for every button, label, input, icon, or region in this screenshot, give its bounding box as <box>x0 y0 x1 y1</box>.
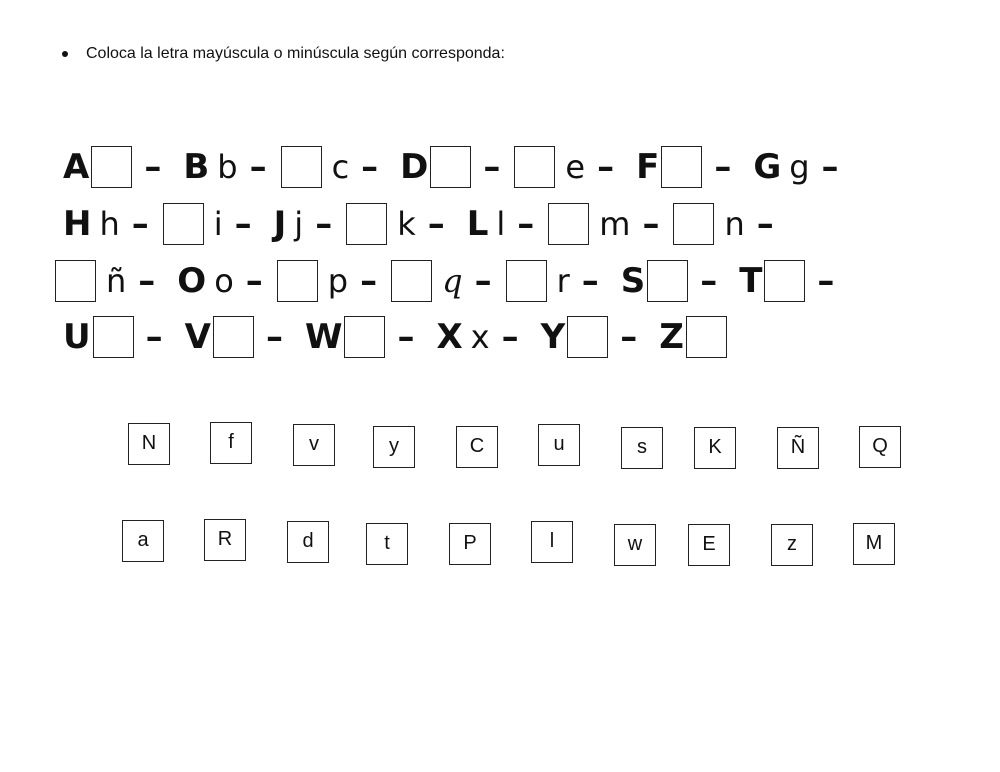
uppercase-letter: S <box>620 261 646 301</box>
letter-pair <box>504 260 570 302</box>
letter-pair <box>531 316 609 358</box>
letter-tile[interactable]: t <box>366 523 408 565</box>
alphabet-row-4 <box>55 313 727 361</box>
letter-tile[interactable]: u <box>538 424 580 466</box>
uppercase-letter: B <box>183 147 210 187</box>
letter-pair <box>512 146 585 188</box>
letter-pair <box>55 204 120 244</box>
lowercase-drop-box[interactable] <box>93 316 134 358</box>
lowercase-letter: ñ <box>106 262 127 300</box>
lowercase-drop-box[interactable] <box>567 316 608 358</box>
alphabet-row-2 <box>55 200 786 248</box>
letter-tile[interactable]: y <box>373 426 415 468</box>
letter-tile[interactable]: f <box>210 422 252 464</box>
uppercase-letter: U <box>63 317 91 357</box>
letter-pair <box>743 147 809 187</box>
dash-separator: – <box>817 261 835 301</box>
letter-tile[interactable]: R <box>204 519 246 561</box>
uppercase-drop-box[interactable] <box>346 203 387 245</box>
uppercase-letter: V <box>184 317 211 357</box>
dash-separator: – <box>756 204 774 244</box>
uppercase-letter: L <box>466 204 489 244</box>
letter-pair <box>344 203 416 245</box>
dash-separator: – <box>131 204 149 244</box>
lowercase-drop-box[interactable] <box>686 316 727 358</box>
lowercase-letter: i <box>213 205 223 243</box>
lowercase-letter: p <box>327 262 349 300</box>
letter-tile[interactable]: Ñ <box>777 427 819 469</box>
lowercase-letter: l <box>496 205 506 243</box>
dash-separator: – <box>144 147 162 187</box>
uppercase-letter: J <box>273 204 287 244</box>
letter-pair <box>611 260 689 302</box>
lowercase-letter: n <box>724 205 745 243</box>
lowercase-letter: b <box>217 148 238 186</box>
letter-tile[interactable]: M <box>853 523 895 565</box>
uppercase-letter: F <box>636 147 660 187</box>
dash-separator: – <box>597 147 615 187</box>
lowercase-drop-box[interactable] <box>661 146 702 188</box>
letter-pair <box>426 317 489 357</box>
letter-pair <box>295 316 386 358</box>
letter-pair <box>55 316 134 358</box>
letter-pair <box>649 316 727 358</box>
dash-separator: – <box>265 317 283 357</box>
instruction-text: Coloca la letra mayúscula o minúscula según corresponda: <box>86 45 505 62</box>
letter-pair <box>389 260 462 302</box>
lowercase-drop-box[interactable] <box>91 146 132 188</box>
uppercase-drop-box[interactable] <box>514 146 555 188</box>
lowercase-letter: g <box>789 148 810 186</box>
letter-tile[interactable]: N <box>128 423 170 465</box>
letter-tile[interactable]: v <box>293 424 335 466</box>
dash-separator: – <box>714 147 732 187</box>
letter-pair <box>175 316 254 358</box>
uppercase-letter: W <box>304 317 343 357</box>
lowercase-letter: c <box>331 148 350 186</box>
letter-tile[interactable]: d <box>287 521 329 563</box>
letter-pair <box>55 260 126 302</box>
dash-separator: – <box>581 261 599 301</box>
letter-tile[interactable]: Q <box>859 426 901 468</box>
dash-separator: – <box>145 317 163 357</box>
dash-separator: – <box>474 261 492 301</box>
letter-pair <box>173 147 237 187</box>
letter-tile[interactable]: l <box>531 521 573 563</box>
bullet-icon <box>62 51 68 57</box>
dash-separator: – <box>427 204 445 244</box>
lowercase-letter: h <box>99 205 120 243</box>
lowercase-drop-box[interactable] <box>430 146 471 188</box>
dash-separator: – <box>642 204 660 244</box>
letter-tile[interactable]: a <box>122 520 164 562</box>
dash-separator: – <box>821 147 839 187</box>
lowercase-letter: o <box>214 262 234 300</box>
uppercase-drop-box[interactable] <box>673 203 714 245</box>
letter-tile[interactable]: P <box>449 523 491 565</box>
letter-pair <box>729 260 805 302</box>
dash-separator: – <box>501 317 519 357</box>
letter-pair <box>55 146 132 188</box>
letter-pair <box>457 204 506 244</box>
dash-separator: – <box>361 147 379 187</box>
uppercase-drop-box[interactable] <box>277 260 318 302</box>
letter-tile[interactable]: E <box>688 524 730 566</box>
dash-separator: – <box>234 204 252 244</box>
letter-pair <box>279 146 350 188</box>
dash-separator: – <box>620 317 638 357</box>
letter-tile[interactable]: z <box>771 524 813 566</box>
uppercase-drop-box[interactable] <box>163 203 204 245</box>
lowercase-letter: j <box>294 205 304 243</box>
uppercase-letter: O <box>177 261 207 301</box>
letter-pair <box>161 203 223 245</box>
alphabet-row-1 <box>55 143 851 191</box>
lowercase-letter: k <box>397 205 416 243</box>
dash-separator: – <box>397 317 415 357</box>
letter-tile[interactable]: C <box>456 426 498 468</box>
dash-separator: – <box>249 147 267 187</box>
letter-tile[interactable]: K <box>694 427 736 469</box>
uppercase-letter: T <box>739 261 763 301</box>
lowercase-letter: x <box>470 318 490 356</box>
lowercase-letter: q <box>442 262 463 300</box>
alphabet-row-3 <box>55 257 846 305</box>
lowercase-letter: m <box>599 205 631 243</box>
uppercase-letter: Z <box>659 317 684 357</box>
lowercase-letter: r <box>556 262 570 300</box>
dash-separator: – <box>700 261 718 301</box>
uppercase-drop-box[interactable] <box>281 146 322 188</box>
uppercase-drop-box[interactable] <box>391 260 432 302</box>
uppercase-letter: H <box>63 204 92 244</box>
instruction <box>62 45 505 63</box>
letter-pair <box>546 203 630 245</box>
letter-pair <box>275 260 348 302</box>
dash-separator: – <box>517 204 535 244</box>
lowercase-drop-box[interactable] <box>764 260 805 302</box>
uppercase-drop-box[interactable] <box>548 203 589 245</box>
uppercase-letter: D <box>400 147 429 187</box>
lowercase-drop-box[interactable] <box>213 316 254 358</box>
uppercase-letter: G <box>753 147 782 187</box>
lowercase-letter: e <box>565 148 586 186</box>
uppercase-letter: Y <box>540 317 566 357</box>
lowercase-drop-box[interactable] <box>344 316 385 358</box>
dash-separator: – <box>360 261 378 301</box>
letter-pair <box>167 261 233 301</box>
uppercase-drop-box[interactable] <box>55 260 96 302</box>
letter-pair <box>671 203 744 245</box>
letter-tile[interactable]: w <box>614 524 656 566</box>
dash-separator: – <box>483 147 501 187</box>
uppercase-drop-box[interactable] <box>506 260 547 302</box>
dash-separator: – <box>245 261 263 301</box>
letter-tile[interactable]: s <box>621 427 663 469</box>
lowercase-drop-box[interactable] <box>647 260 688 302</box>
dash-separator: – <box>315 204 333 244</box>
letter-pair <box>390 146 471 188</box>
dash-separator: – <box>138 261 156 301</box>
letter-pair <box>626 146 702 188</box>
letter-pair <box>264 204 304 244</box>
uppercase-letter: X <box>436 317 463 357</box>
uppercase-letter: A <box>63 147 90 187</box>
